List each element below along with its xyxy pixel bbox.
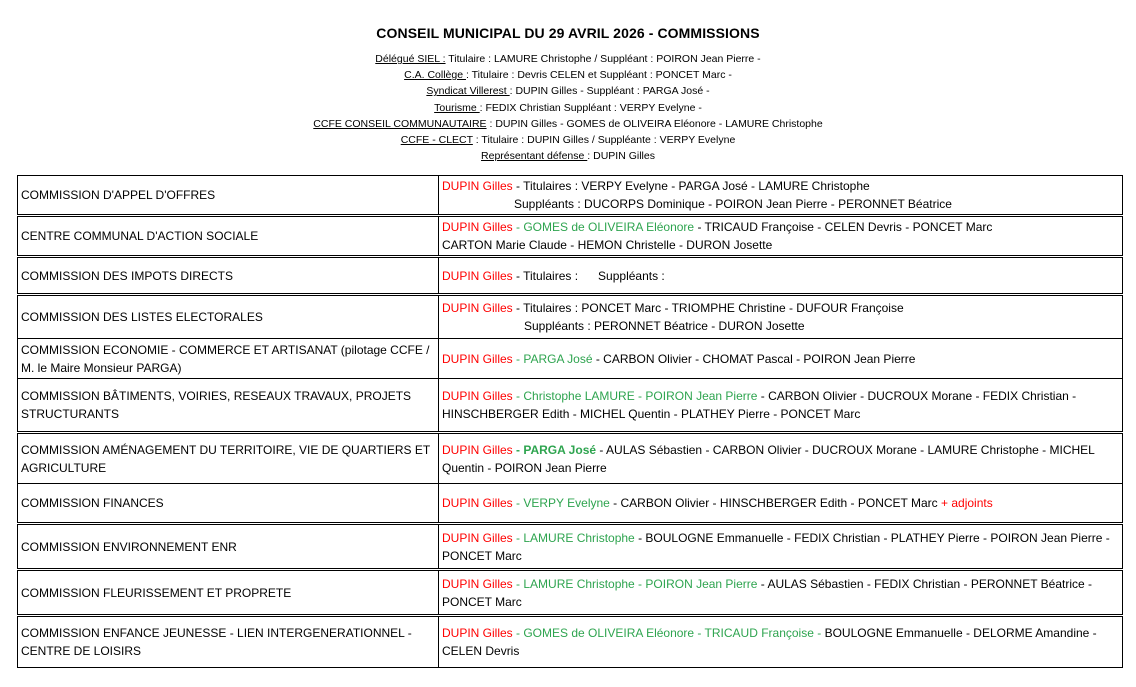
header-label: Syndicat Villerest bbox=[426, 85, 510, 98]
header-text: : DUPIN Gilles - Suppléant : PARGA José - bbox=[509, 85, 710, 98]
vice-president-names: - GOMES de OLIVEIRA Eléonore - TRICAUD Françoise - bbox=[512, 626, 822, 640]
substitutes-text: Suppléants : DUCORPS Dominique - POIRON Jean Pierre - PERONNET Béatrice bbox=[514, 197, 952, 211]
table-row bbox=[18, 570, 1123, 616]
president-name: DUPIN Gilles bbox=[442, 389, 513, 403]
table-row bbox=[18, 216, 1123, 257]
commission-name: COMMISSION DES IMPOTS DIRECTS bbox=[18, 257, 439, 295]
president-name: DUPIN Gilles bbox=[442, 576, 513, 591]
members-text-line2: CARTON Marie Claude - HEMON Christelle - DURON Josette bbox=[442, 238, 773, 252]
commission-name: COMMISSION ENVIRONNEMENT ENR bbox=[18, 524, 439, 570]
header-label: Délégué SIEL : bbox=[375, 53, 446, 65]
president-name: DUPIN Gilles bbox=[442, 220, 513, 234]
header-label: Tourisme bbox=[434, 101, 480, 114]
table-row bbox=[18, 379, 1123, 433]
commission-name: COMMISSION FINANCES bbox=[18, 484, 439, 524]
commission-name: COMMISSION ECONOMIE - COMMERCE ET ARTISANAT (pilotage CCFE / M. le Maire Monsieur PARGA) bbox=[18, 339, 439, 379]
commission-members bbox=[439, 570, 1123, 616]
header-label: CCFE - CLECT bbox=[400, 134, 473, 147]
commission-members bbox=[439, 524, 1123, 570]
president-name: DUPIN Gilles bbox=[442, 530, 513, 545]
vice-president-names: - PARGA José bbox=[512, 351, 593, 366]
header-line bbox=[0, 148, 1136, 164]
commission-name: COMMISSION DES LISTES ELECTORALES bbox=[18, 295, 439, 339]
commission-name: COMMISSION AMÉNAGEMENT DU TERRITOIRE, VIE DE QUARTIERS ET AGRICULTURE bbox=[18, 433, 439, 484]
vice-president-names: - LAMURE Christophe - POIRON Jean Pierre bbox=[512, 576, 758, 591]
adjoints-text: + adjoints bbox=[937, 496, 993, 510]
header-line bbox=[0, 51, 1136, 67]
header-line bbox=[0, 100, 1136, 116]
members-text: - AULAS Sébastien - CARBON Olivier - DUCROUX Morane - LAMURE Christophe - MICHEL Quentin - POIRON Jean Pierre bbox=[442, 442, 1095, 475]
commission-members bbox=[439, 616, 1123, 668]
members-text: BOULOGNE Emmanuelle - DELORME Amandine - CELEN Devris bbox=[442, 626, 1097, 658]
header-label: CCFE CONSEIL COMMUNAUTAIRE bbox=[313, 117, 487, 130]
president-name: DUPIN Gilles bbox=[442, 496, 513, 510]
commissions-table bbox=[17, 175, 1123, 668]
header-text: Titulaire : LAMURE Christophe / Suppléant : POIRON Jean Pierre - bbox=[445, 53, 761, 65]
commission-members bbox=[439, 176, 1123, 216]
members-text: - AULAS Sébastien - FEDIX Christian - PERONNET Béatrice - PONCET Marc bbox=[442, 576, 1092, 609]
members-text: - CARBON Olivier - HINSCHBERGER Edith - PONCET Marc bbox=[609, 496, 938, 510]
table-row bbox=[18, 616, 1123, 668]
table-row bbox=[18, 295, 1123, 339]
members-text: - BOULOGNE Emmanuelle - FEDIX Christian - PLATHEY Pierre - POIRON Jean Pierre - PONCET Marc bbox=[442, 530, 1110, 563]
president-name: DUPIN Gilles bbox=[442, 268, 513, 283]
table-row bbox=[18, 257, 1123, 295]
commission-members bbox=[439, 379, 1123, 433]
header-line bbox=[0, 67, 1136, 83]
vice-president-names: - VERPY Evelyne bbox=[512, 496, 610, 510]
commission-name: CENTRE COMMUNAL D'ACTION SOCIALE bbox=[18, 216, 439, 257]
president-name: DUPIN Gilles bbox=[442, 351, 513, 366]
table-row bbox=[18, 433, 1123, 484]
substitutes-text: Suppléants : PERONNET Béatrice - DURON Josette bbox=[524, 319, 805, 333]
table-row bbox=[18, 484, 1123, 524]
members-text: - Titulaires : PONCET Marc - TRIOMPHE Christine - DUFOUR Françoise bbox=[512, 301, 904, 315]
header-line bbox=[0, 116, 1136, 132]
header-text: : DUPIN Gilles - GOMES de OLIVEIRA Eléonore - LAMURE Christophe bbox=[486, 117, 823, 130]
members-text: - CARBON Olivier - DUCROUX Morane - FEDIX Christian - HINSCHBERGER Edith - MICHEL Quentin - PLATHEY Pierre - PONCET Marc bbox=[442, 389, 1077, 421]
table-row bbox=[18, 339, 1123, 379]
commission-members bbox=[439, 433, 1123, 484]
header-text: : Titulaire : Devris CELEN et Suppléant : PONCET Marc - bbox=[465, 69, 732, 82]
commission-name: COMMISSION FLEURISSEMENT ET PROPRETE bbox=[18, 570, 439, 616]
members-text: - CARBON Olivier - CHOMAT Pascal - POIRON Jean Pierre bbox=[592, 351, 916, 366]
header-line bbox=[0, 132, 1136, 148]
commission-members bbox=[439, 257, 1123, 295]
commission-members bbox=[439, 295, 1123, 339]
commission-members bbox=[439, 339, 1123, 379]
vice-president-names: - PARGA José bbox=[512, 442, 597, 457]
vice-president-names: - Christophe LAMURE - POIRON Jean Pierre bbox=[512, 389, 758, 403]
president-name: DUPIN Gilles bbox=[442, 626, 513, 640]
table-row bbox=[18, 524, 1123, 570]
members-text: - Titulaires : Suppléants : bbox=[512, 268, 665, 283]
commission-name: COMMISSION BÂTIMENTS, VOIRIES, RESEAUX TRAVAUX, PROJETS STRUCTURANTS bbox=[18, 379, 439, 433]
commission-name: COMMISSION ENFANCE JEUNESSE - LIEN INTERGENERATIONNEL - CENTRE DE LOISIRS bbox=[18, 616, 439, 668]
page-title: CONSEIL MUNICIPAL DU 29 AVRIL 2026 - COMMISSIONS bbox=[376, 25, 760, 41]
members-text: - Titulaires : VERPY Evelyne - PARGA José - LAMURE Christophe bbox=[512, 179, 870, 193]
commission-name: COMMISSION D'APPEL D'OFFRES bbox=[18, 176, 439, 216]
commission-members bbox=[439, 484, 1123, 524]
header-line bbox=[0, 83, 1136, 99]
header-text: : Titulaire : DUPIN Gilles / Suppléante : VERPY Evelyne bbox=[472, 134, 736, 147]
president-name: DUPIN Gilles bbox=[442, 442, 513, 457]
header-text: : FEDIX Christian Suppléant : VERPY Evelyne - bbox=[479, 101, 702, 114]
commission-members bbox=[439, 216, 1123, 257]
vice-president-names: - GOMES de OLIVEIRA Eléonore bbox=[512, 220, 698, 234]
members-text: - TRICAUD Françoise - CELEN Devris - PONCET Marc bbox=[697, 220, 993, 234]
header-text: : DUPIN Gilles bbox=[587, 150, 655, 163]
president-name: DUPIN Gilles bbox=[442, 301, 513, 315]
vice-president-names: - LAMURE Christophe bbox=[512, 530, 635, 545]
president-name: DUPIN Gilles bbox=[442, 179, 513, 193]
header-label: C.A. Collège bbox=[404, 69, 466, 82]
delegates-header bbox=[0, 51, 1136, 164]
header-label: Représentant défense bbox=[481, 150, 588, 163]
table-row bbox=[18, 176, 1123, 216]
